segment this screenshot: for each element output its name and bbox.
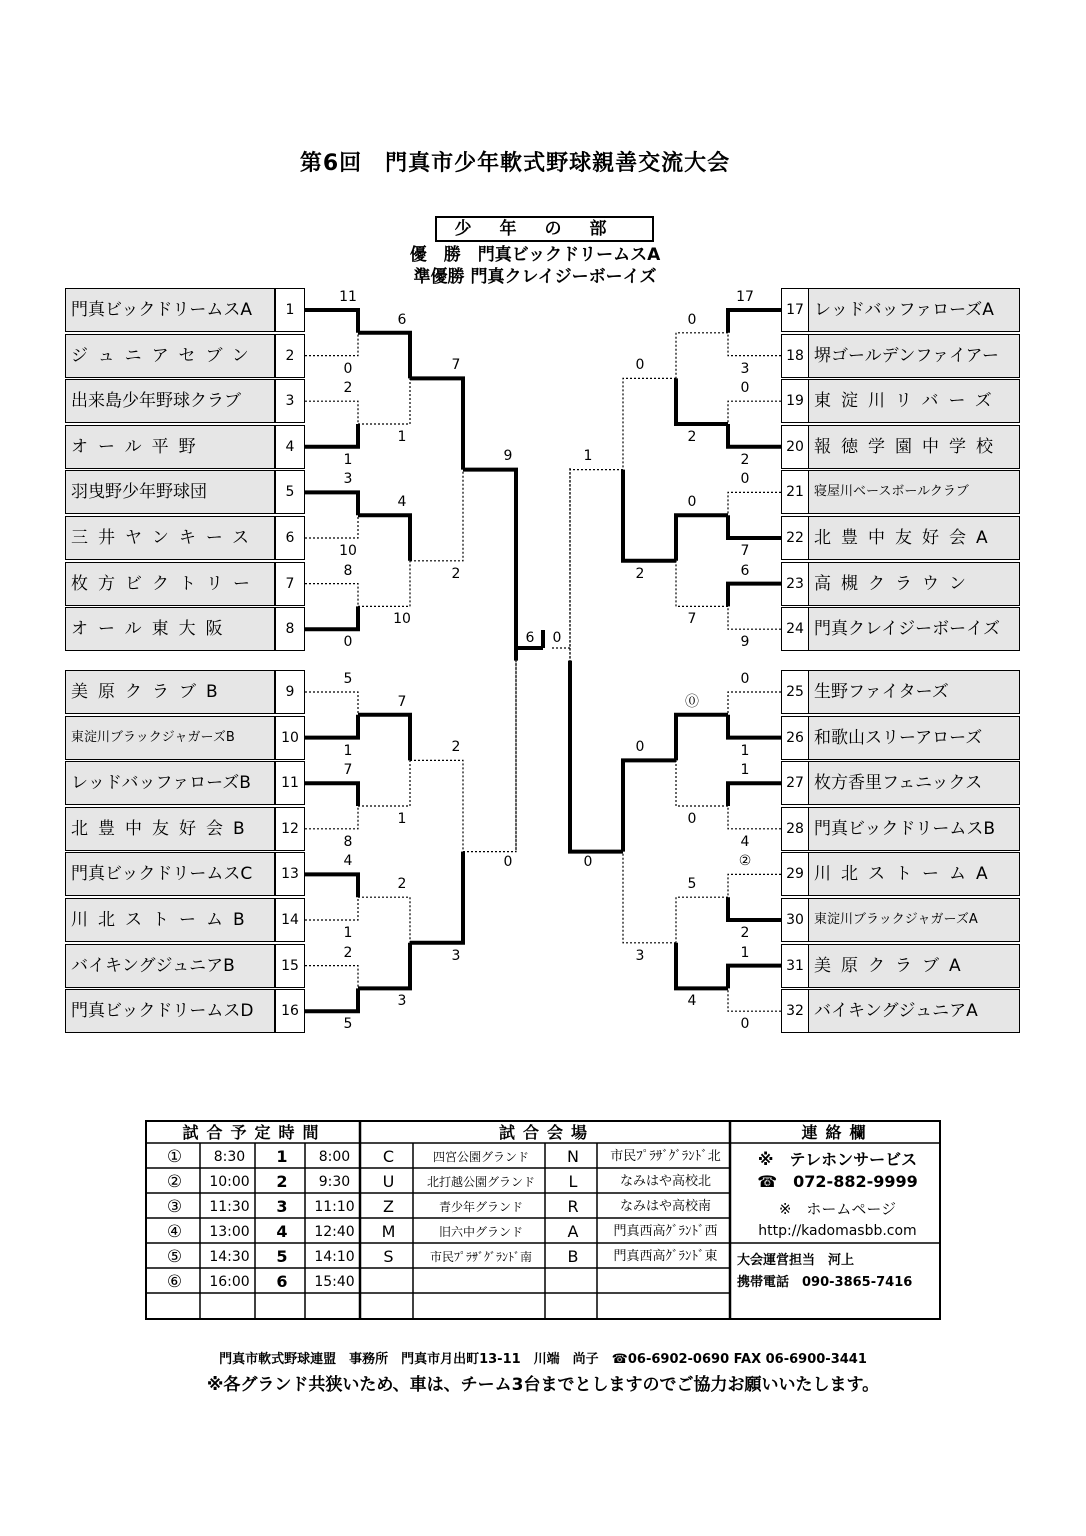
bracket-line xyxy=(676,378,728,424)
venue-code: C xyxy=(382,1147,395,1166)
score-label: 9 xyxy=(740,634,750,651)
time-alt: 14:10 xyxy=(314,1249,355,1265)
score-label: 5 xyxy=(343,671,353,687)
score-label: 3 xyxy=(740,360,750,377)
bracket-line xyxy=(463,661,516,852)
score-label: 10 xyxy=(339,543,357,559)
team-name: 川北ストームB xyxy=(65,898,275,942)
bracket-line xyxy=(728,333,781,356)
score-label: ② xyxy=(738,853,752,870)
team-number: 4 xyxy=(275,425,305,469)
bracket-line xyxy=(305,897,358,920)
bracket-line xyxy=(358,715,410,761)
bracket-line xyxy=(676,715,728,761)
round-mark: ② xyxy=(166,1172,183,1192)
score-label: 7 xyxy=(397,693,407,710)
team-name: 門真ビックドリームスB xyxy=(808,807,1020,851)
bracket-line xyxy=(305,333,358,356)
bracket-line xyxy=(305,715,358,738)
tel-number: ☎ 072-882-9999 xyxy=(757,1172,918,1191)
team-number: 26 xyxy=(781,716,809,760)
venue-code: S xyxy=(383,1247,394,1266)
time-alt: 12:40 xyxy=(314,1224,355,1240)
round-mark: ④ xyxy=(166,1222,183,1242)
venue-code: L xyxy=(568,1172,578,1191)
bracket-line xyxy=(305,424,358,447)
bracket-line xyxy=(358,943,410,989)
bracket-line xyxy=(728,988,781,1011)
time-alt: 11:10 xyxy=(314,1199,355,1215)
schedule-table xyxy=(145,1120,941,1320)
team-name: 出来島少年野球クラブ xyxy=(65,379,275,423)
score-label: 2 xyxy=(343,944,353,961)
bracket-line xyxy=(676,897,728,943)
bracket-line xyxy=(410,470,463,561)
venue-code: N xyxy=(567,1147,579,1166)
venue-name: 北打越公園グランド xyxy=(426,1175,535,1189)
score-label: 0 xyxy=(343,634,353,651)
game-number: 2 xyxy=(276,1172,288,1191)
team-name: 東淀川ブラックジャガーズB xyxy=(65,716,275,760)
score-label: 3 xyxy=(635,947,645,964)
team-number: 6 xyxy=(275,516,305,560)
bracket-line xyxy=(728,806,781,829)
bracket-line xyxy=(728,606,781,629)
bracket-line xyxy=(728,715,781,738)
mobile: 携帯電話 090-3865-7416 xyxy=(737,1275,913,1290)
team-number: 24 xyxy=(781,607,809,651)
score-label: 2 xyxy=(740,925,750,941)
team-name: オール東大阪 xyxy=(65,607,275,651)
bracket-line xyxy=(305,310,358,333)
bracket-line xyxy=(570,470,623,661)
team-name: 東淀川リバーズ xyxy=(808,379,1020,423)
score-label: 6 xyxy=(525,630,535,646)
score-label: 1 xyxy=(740,762,750,779)
bracket-line xyxy=(305,988,358,1011)
bracket-line xyxy=(676,943,728,989)
team-name: 門真クレイジーボーイズ xyxy=(808,607,1020,651)
venue-code: M xyxy=(381,1222,396,1241)
bracket-line xyxy=(410,852,463,943)
bracket-line xyxy=(570,661,623,852)
venue-name: 四宮公園グランド xyxy=(432,1150,529,1164)
bracket-line xyxy=(728,874,781,897)
bracket-line xyxy=(623,852,676,943)
game-number: 1 xyxy=(276,1147,288,1166)
bracket-line xyxy=(305,692,358,715)
bracket-line xyxy=(358,561,410,607)
bracket-line xyxy=(516,468,543,648)
score-label: 11 xyxy=(339,289,357,305)
bracket-line xyxy=(728,783,781,806)
bracket-line xyxy=(728,492,781,515)
team-name: 美原クラブA xyxy=(808,944,1020,988)
team-number: 28 xyxy=(781,807,809,851)
game-number: 3 xyxy=(276,1197,288,1216)
score-label: 1 xyxy=(397,429,407,445)
score-label: 2 xyxy=(740,451,750,468)
venue-name: 青少年グランド xyxy=(438,1200,523,1214)
bracket-line xyxy=(358,897,410,943)
score-label: 0 xyxy=(503,854,513,870)
venue-name: 門真西高ｸﾞﾗﾝﾄﾞ西 xyxy=(613,1224,718,1239)
score-label: 3 xyxy=(451,947,461,964)
venue-name: 門真西高ｸﾞﾗﾝﾄﾞ東 xyxy=(613,1249,718,1264)
score-label: 7 xyxy=(451,357,461,374)
bracket-line xyxy=(305,401,358,424)
score-label: 2 xyxy=(397,876,407,893)
winner-line: 優 勝 門真ビックドリームスA xyxy=(409,245,661,265)
bracket-line xyxy=(358,333,410,379)
time-start: 10:00 xyxy=(209,1174,250,1190)
score-label: 6 xyxy=(397,311,407,328)
team-number: 15 xyxy=(275,944,305,988)
bracket-line xyxy=(623,760,676,851)
team-name: 枚方香里フェニックス xyxy=(808,761,1020,805)
team-number: 20 xyxy=(781,425,809,469)
team-name: 三井ヤンキース xyxy=(65,516,275,560)
venue-code: Z xyxy=(383,1197,394,1216)
homepage-url[interactable]: http://kadomasbb.com xyxy=(758,1223,917,1239)
game-number: 5 xyxy=(276,1247,288,1266)
score-label: 1 xyxy=(740,742,750,759)
team-number: 30 xyxy=(781,898,809,942)
bracket-line xyxy=(305,966,358,989)
round-mark: ⑤ xyxy=(166,1247,183,1267)
score-label: 2 xyxy=(451,739,461,756)
team-number: 32 xyxy=(781,989,809,1033)
score-label: 8 xyxy=(343,833,353,850)
venue-code: B xyxy=(567,1247,579,1266)
team-number: 21 xyxy=(781,470,809,514)
score-label: 6 xyxy=(740,562,750,579)
header-time: 試合予定時間 xyxy=(182,1123,327,1142)
team-name: 生野ファイターズ xyxy=(808,670,1020,714)
team-number: 23 xyxy=(781,562,809,606)
score-label: 5 xyxy=(687,876,697,893)
time-start: 16:00 xyxy=(209,1274,250,1290)
team-name: 報徳学園中学校 xyxy=(808,425,1020,469)
score-label: 5 xyxy=(343,1016,353,1033)
header-contact: 連絡欄 xyxy=(801,1123,874,1142)
venue-code: U xyxy=(382,1172,395,1191)
score-label: 4 xyxy=(687,993,697,1010)
team-number: 7 xyxy=(275,562,305,606)
header-venue: 試合会場 xyxy=(498,1123,595,1142)
team-name: 門真ビックドリームスD xyxy=(65,989,275,1033)
team-name: 美原クラブB xyxy=(65,670,275,714)
team-number: 16 xyxy=(275,989,305,1033)
team-name: 北豊中友好会B xyxy=(65,807,275,851)
team-number: 29 xyxy=(781,852,809,896)
bracket-line xyxy=(728,515,781,538)
score-label: 17 xyxy=(736,289,754,305)
score-label: 4 xyxy=(740,833,750,850)
team-number: 3 xyxy=(275,379,305,423)
bracket-line xyxy=(305,606,358,629)
game-number: 6 xyxy=(276,1272,288,1291)
score-label: 4 xyxy=(343,853,353,870)
score-label: 0 xyxy=(740,380,750,397)
time-start: 11:30 xyxy=(209,1199,250,1215)
time-start: 8:30 xyxy=(213,1149,246,1165)
page-title: 第6回 門真市少年軟式野球親善交流大会 xyxy=(299,151,731,176)
tel-label: ※ テレホンサービス xyxy=(757,1150,918,1169)
team-name: オール平野 xyxy=(65,425,275,469)
score-label: 2 xyxy=(687,429,697,445)
venue-name: なみはや高校北 xyxy=(619,1174,711,1189)
team-number: 31 xyxy=(781,944,809,988)
bracket-line xyxy=(728,310,781,333)
score-label: 3 xyxy=(397,993,407,1010)
score-label: 7 xyxy=(343,762,353,779)
team-name: レッドバッファローズB xyxy=(65,761,275,805)
team-number: 8 xyxy=(275,607,305,651)
score-label: 0 xyxy=(687,311,697,328)
bracket-line xyxy=(552,468,570,648)
team-number: 5 xyxy=(275,470,305,514)
score-label: 4 xyxy=(397,494,407,511)
venue-name: なみはや高校南 xyxy=(619,1199,711,1214)
score-label: 2 xyxy=(451,565,461,582)
footer-office: 門真市軟式野球連盟 事務所 門真市月出町13-11 川端 尚子 ☎06-6902-0690 FAX 06-6900-3441 xyxy=(219,1352,867,1367)
footer-note: ※各グランド共狭いため、車は、チーム3台までとしますのでご協力お願いいたします。 xyxy=(206,1375,880,1395)
score-label: 0 xyxy=(687,811,697,827)
time-alt: 15:40 xyxy=(314,1274,355,1290)
team-number: 2 xyxy=(275,334,305,378)
score-label: 1 xyxy=(397,811,407,827)
score-label: 1 xyxy=(740,944,750,961)
bracket-line xyxy=(410,378,463,469)
bracket-line xyxy=(305,806,358,829)
score-label: 1 xyxy=(343,742,353,759)
team-name: 北豊中友好会A xyxy=(808,516,1020,560)
team-number: 14 xyxy=(275,898,305,942)
team-number: 12 xyxy=(275,807,305,851)
team-number: 1 xyxy=(275,288,305,332)
team-name: 門真ビックドリームスC xyxy=(65,852,275,896)
team-number: 25 xyxy=(781,670,809,714)
round-mark: ⑥ xyxy=(166,1272,183,1292)
score-label: 10 xyxy=(393,611,411,628)
score-label: ⓪ xyxy=(685,693,699,710)
team-number: 27 xyxy=(781,761,809,805)
venue-code: R xyxy=(567,1197,579,1216)
bracket-line xyxy=(305,874,358,897)
bracket-line xyxy=(305,492,358,515)
bracket-line xyxy=(676,760,728,806)
division-box: 少年の部 xyxy=(435,216,654,242)
bracket-line xyxy=(728,966,781,989)
team-number: 9 xyxy=(275,670,305,714)
bracket-line xyxy=(305,515,358,538)
team-name: 羽曳野少年野球団 xyxy=(65,470,275,514)
round-mark: ③ xyxy=(166,1197,183,1217)
bracket-line xyxy=(728,584,781,607)
team-number: 17 xyxy=(781,288,809,332)
team-number: 10 xyxy=(275,716,305,760)
team-number: 19 xyxy=(781,379,809,423)
round-mark: ① xyxy=(166,1147,183,1167)
team-name: 高槻クラウン xyxy=(808,562,1020,606)
team-name: バイキングジュニアB xyxy=(65,944,275,988)
score-label: 0 xyxy=(635,739,645,756)
score-label: 0 xyxy=(635,357,645,374)
team-number: 11 xyxy=(275,761,305,805)
venue-name: 市民ﾌﾟﾗｻﾞｸﾞﾗﾝﾄﾞ北 xyxy=(610,1149,721,1164)
score-label: 2 xyxy=(635,565,645,582)
bracket-line xyxy=(623,378,676,469)
score-label: 1 xyxy=(343,925,353,941)
team-number: 18 xyxy=(781,334,809,378)
venue-code: A xyxy=(567,1222,579,1241)
team-name: 寝屋川ベースボールクラブ xyxy=(808,470,1020,514)
time-start: 14:30 xyxy=(209,1249,250,1265)
bracket-line xyxy=(358,515,410,561)
score-label: 0 xyxy=(552,630,562,646)
team-name: 枚方ビクトリー xyxy=(65,562,275,606)
score-label: 0 xyxy=(740,671,750,687)
time-start: 13:00 xyxy=(209,1224,250,1240)
score-label: 7 xyxy=(740,543,750,559)
homepage-label: ※ ホームページ xyxy=(778,1200,897,1218)
bracket-line xyxy=(463,470,516,661)
runner-up-line: 準優勝 門真クレイジーボーイズ xyxy=(413,267,657,287)
bracket-line xyxy=(358,760,410,806)
bracket-line xyxy=(676,333,728,379)
team-name: 東淀川ブラックジャガーズA xyxy=(808,898,1020,942)
score-label: 0 xyxy=(343,360,353,377)
team-name: 門真ビックドリームスA xyxy=(65,288,275,332)
score-label: 3 xyxy=(343,471,353,488)
venue-name: 市民ﾌﾟﾗｻﾞｸﾞﾗﾝﾄﾞ南 xyxy=(429,1250,532,1264)
score-label: 9 xyxy=(503,448,513,464)
score-label: 1 xyxy=(583,448,593,464)
manager: 大会運営担当 河上 xyxy=(737,1253,855,1268)
venue-name: 旧六中グランド xyxy=(438,1225,523,1239)
bracket-line xyxy=(728,692,781,715)
score-label: 7 xyxy=(687,611,697,628)
team-name: 和歌山スリーアローズ xyxy=(808,716,1020,760)
bracket-line xyxy=(728,897,781,920)
score-label: 0 xyxy=(740,1016,750,1033)
team-name: バイキングジュニアA xyxy=(808,989,1020,1033)
score-label: 0 xyxy=(687,494,697,511)
team-number: 13 xyxy=(275,852,305,896)
bracket-line xyxy=(623,470,676,561)
bracket-line xyxy=(305,783,358,806)
bracket-line xyxy=(676,515,728,561)
bracket-line xyxy=(728,424,781,447)
bracket-line xyxy=(305,584,358,607)
bracket-line xyxy=(358,378,410,424)
team-name: 堺ゴールデンファイアー xyxy=(808,334,1020,378)
bracket-line xyxy=(410,760,463,851)
score-label: 2 xyxy=(343,380,353,397)
score-label: 0 xyxy=(583,854,593,870)
bracket-line xyxy=(728,401,781,424)
bracket-line xyxy=(676,561,728,607)
team-number: 22 xyxy=(781,516,809,560)
team-name: ジュニアセブン xyxy=(65,334,275,378)
score-label: 1 xyxy=(343,451,353,468)
score-label: 8 xyxy=(343,562,353,579)
time-alt: 8:00 xyxy=(318,1149,351,1165)
time-alt: 9:30 xyxy=(318,1174,351,1190)
team-name: 川北ストームA xyxy=(808,852,1020,896)
score-label: 0 xyxy=(740,471,750,488)
game-number: 4 xyxy=(276,1222,288,1241)
team-name: レッドバッファローズA xyxy=(808,288,1020,332)
